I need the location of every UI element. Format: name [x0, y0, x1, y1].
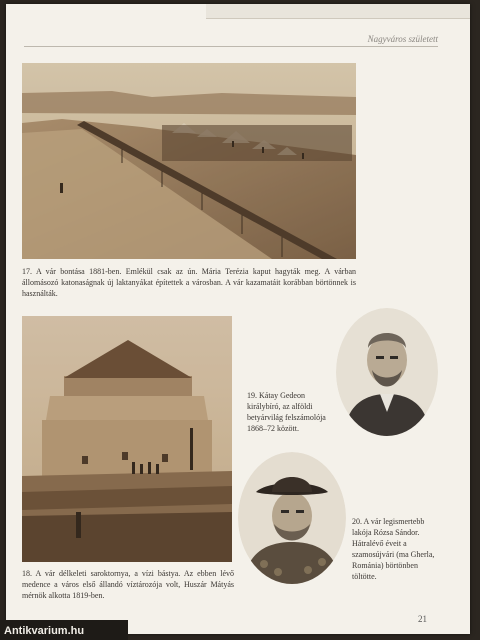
photo-corner-tower: [22, 316, 232, 562]
next-page-edge: [206, 4, 470, 19]
header-rule: [24, 46, 438, 47]
portrait-rozsa-sandor: [238, 452, 346, 584]
running-header: Nagyváros született: [367, 34, 438, 44]
caption-18: 18. A vár délkeleti saroktornya, a vízi bástya. Az ebben lévő medence a város első állandó víztározója volt, Huszár Mátyás mérnök alkotta 1819-ben.: [22, 569, 234, 600]
portrait-katay-gedeon: [336, 308, 438, 436]
page-number: 21: [418, 614, 427, 624]
watermark-logo: [0, 620, 128, 640]
caption-17: 17. A vár bontása 1881-ben. Emlékül csak az ún. Mária Terézia kaput hagyták meg. A várban állomásozó katonaságnak új laktanyákat építettek a városban. A vár kazamatáit korábban börtönnek is használták.: [22, 267, 356, 298]
caption-19: 19. Kátay Gedeon királybíró, az alföldi betyárvilág felszámolója 1868–72 között.: [247, 391, 326, 433]
watermark-text: Antikvarium.hu: [4, 625, 85, 637]
photo-castle-demolition: [22, 63, 356, 259]
caption-20: 20. A vár legismertebb lakója Rózsa Sándor. Hátralévő éveit a szamosújvári (ma Gherla, Románia) börtönben töltötte.: [352, 517, 435, 581]
book-page: [6, 4, 470, 634]
